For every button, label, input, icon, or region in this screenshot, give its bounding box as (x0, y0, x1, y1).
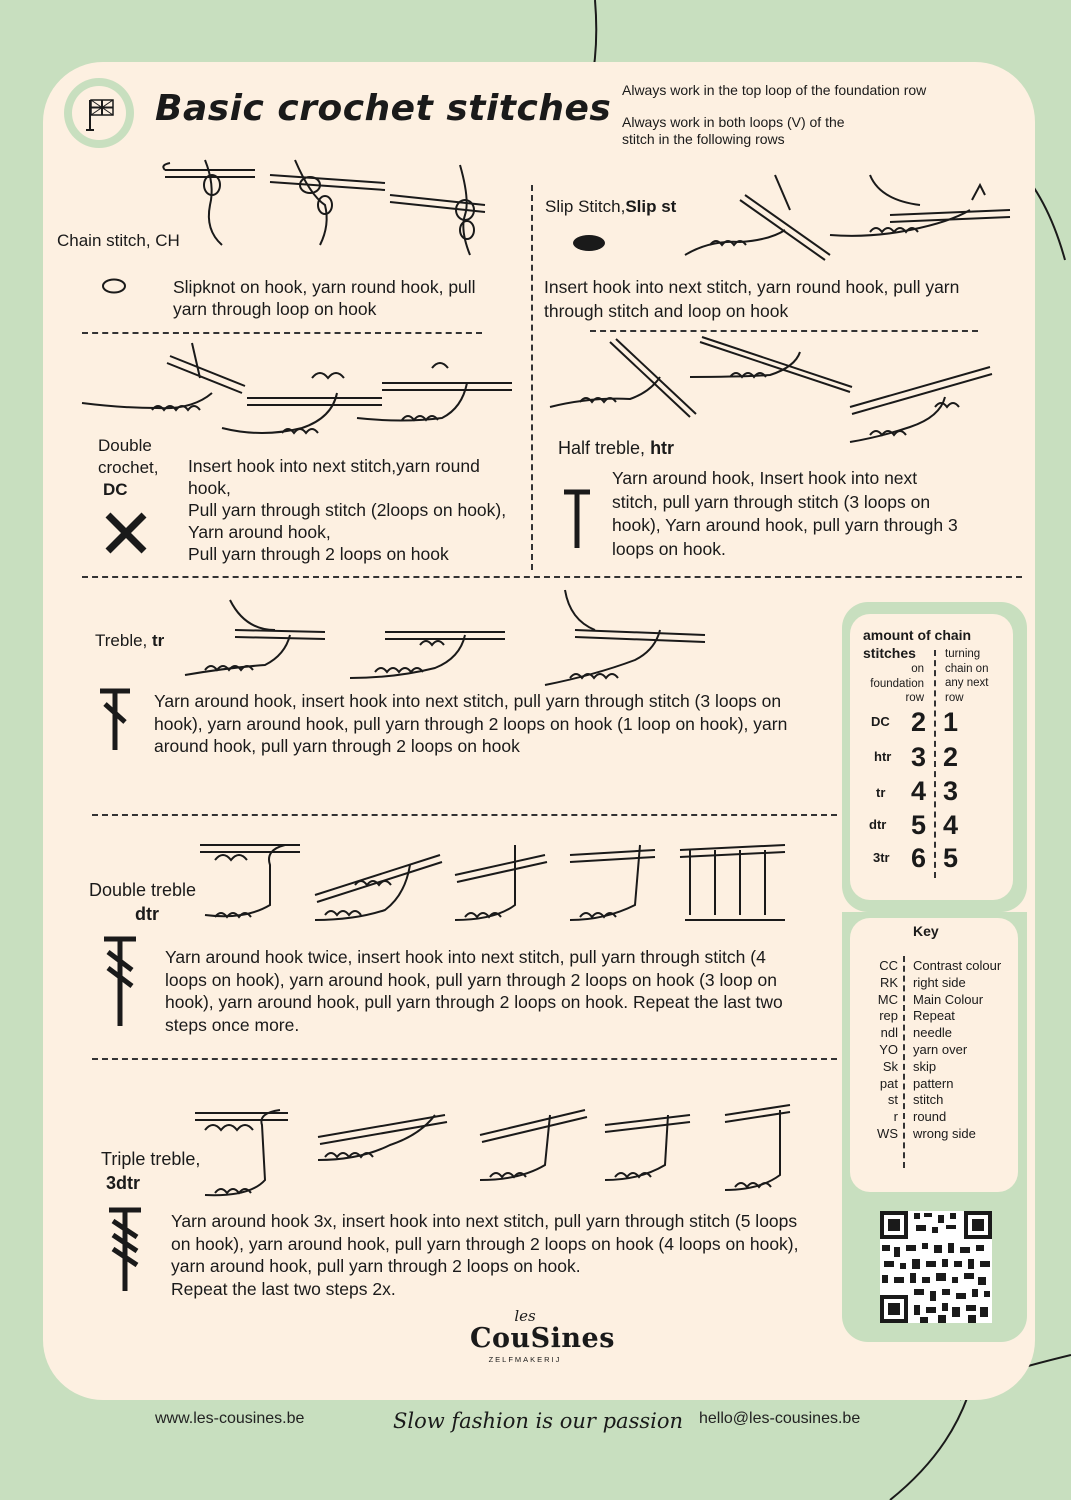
key-abbr: pat (879, 1075, 898, 1091)
chain-row-abbr: tr (876, 785, 886, 800)
chain-stitch-illustration-3 (390, 160, 490, 260)
slip-stitch-illustration (680, 170, 1030, 265)
key-meaning: stitch (913, 1092, 944, 1108)
chain-row-turn: 4 (943, 810, 959, 840)
slip-symbol-icon (570, 232, 608, 254)
chain-desc-line2: yarn through loop on hook (173, 299, 377, 319)
col1-line1: on (911, 663, 924, 675)
3dtr-desc-1: Yarn around hook 3x, insert hook into next stitch, pull yarn through stitch (5 loops (171, 1211, 798, 1231)
tr-desc-1: Yarn around hook, insert hook into next stitch, pull yarn through stitch (3 loops on (154, 691, 782, 711)
dtr-desc-4: steps once more. (165, 1015, 300, 1035)
key-abbr: ndl (880, 1025, 898, 1041)
3dtr-symbol-icon (107, 1205, 143, 1293)
slip-stitch-label-plain: Slip Stitch, (545, 197, 626, 216)
key-meaning: Repeat (913, 1008, 955, 1024)
key-abbr: st (887, 1092, 898, 1108)
note-foundation-row: Always work in the top loop of the foundation row (622, 82, 927, 98)
key-meaning: skip (913, 1058, 937, 1074)
brand-logo-main: CouSines (470, 1323, 615, 1354)
dc-desc-4: Yarn around hook, (188, 522, 331, 542)
tr-symbol-icon (97, 686, 133, 752)
key-meaning: round (913, 1109, 947, 1125)
key-abbr-column (858, 958, 898, 1143)
chain-row-found: 3 (911, 742, 927, 772)
key-meaning-column (913, 958, 1001, 1143)
chain-table-title-line2: stitches (863, 645, 916, 661)
key-meaning: pattern (913, 1075, 954, 1091)
dc-illustration (82, 338, 522, 443)
col1-line3: row (905, 692, 924, 704)
chain-row-turn: 1 (943, 707, 959, 737)
chain-row-turn: 3 (943, 776, 959, 806)
key-abbr: WS (877, 1125, 898, 1141)
slip-stitch-label (545, 196, 676, 218)
tr-label-bold: tr (152, 631, 165, 650)
flag-icon (72, 86, 126, 140)
chain-row-found: 2 (911, 707, 927, 737)
col1-line2: foundation (870, 677, 924, 690)
dc-desc-1: Insert hook into next stitch,yarn round (188, 456, 480, 476)
key-divider (903, 956, 905, 1168)
col2-line2: chain on (945, 662, 989, 675)
key-meaning: Contrast colour (913, 958, 1002, 973)
htr-symbol-icon (560, 488, 594, 552)
chain-row-turn: 2 (943, 742, 959, 772)
slip-stitch-label-bold: Slip st (625, 197, 677, 216)
3dtr-illustration (190, 1085, 810, 1205)
chain-row-abbr: dtr (869, 817, 887, 832)
chain-table-col2-header (945, 647, 988, 705)
dc-symbol-icon (102, 510, 150, 556)
htr-desc-1: Yarn around hook, Insert hook into next (612, 468, 918, 488)
key-abbr: RK (879, 974, 898, 990)
3dtr-desc-3: yarn around hook, pull yarn through 2 loops on hook. (171, 1256, 581, 1276)
key-meaning: needle (913, 1025, 953, 1041)
key-abbr: MC (877, 991, 898, 1007)
brand-logo (470, 1307, 615, 1366)
htr-label-plain: Half treble, (558, 438, 646, 458)
3dtr-desc-4: Repeat the last two steps 2x. (171, 1279, 396, 1299)
3dtr-label-bold: 3dtr (106, 1173, 141, 1193)
chain-row-abbr: htr (874, 749, 892, 764)
note-following-rows-line2: stitch in the following rows (622, 131, 785, 147)
key-meaning: Main Colour (913, 991, 984, 1007)
dc-label-bold: DC (103, 480, 128, 499)
divider-upper-lower (82, 576, 1022, 578)
chain-stitch-label: Chain stitch, CH (57, 231, 180, 250)
chain-symbol-icon (100, 277, 128, 295)
htr-desc-4: loops on hook. (612, 539, 726, 559)
chain-row-found: 4 (911, 776, 927, 806)
divider-dtr-3dtr (92, 1058, 837, 1060)
tr-illustration (175, 590, 715, 690)
dtr-label-plain: Double treble (89, 880, 197, 900)
tr-label-plain: Treble, (95, 631, 148, 650)
chain-table-col1-header (862, 662, 924, 706)
divider-tr-dtr (92, 814, 837, 816)
dtr-illustration (195, 825, 795, 930)
divider-chain-dc (82, 332, 482, 334)
col2-line1: turning (945, 648, 981, 660)
col2-line3: any next (945, 677, 989, 689)
key-meaning: wrong side (913, 1125, 976, 1141)
chain-row-found: 6 (911, 843, 927, 873)
col2-line4: row (945, 691, 964, 704)
footer-email-link[interactable]: hello@les-cousines.be (699, 1410, 861, 1427)
key-abbr: Sk (882, 1058, 898, 1074)
divider-slip-htr (590, 330, 978, 332)
chain-stitch-illustration (160, 155, 390, 255)
page-title: Basic crochet stitches (155, 88, 612, 129)
slip-desc-line1: Insert hook into next stitch, yarn round hook, pull yarn (544, 277, 960, 297)
dc-desc-5: Pull yarn through 2 loops on hook (188, 544, 449, 564)
chain-table-divider (934, 650, 936, 878)
htr-label-bold: htr (650, 438, 675, 458)
htr-label (558, 437, 674, 459)
3dtr-label-plain: Triple treble, (101, 1149, 201, 1169)
brand-logo-sub: ZELFMAKERIJ (488, 1355, 562, 1364)
footer-website-link[interactable]: www.les-cousines.be (155, 1410, 305, 1427)
dc-desc-3: Pull yarn through stitch (2loops on hook), (188, 500, 507, 520)
chain-table-title-line1: amount of chain (863, 627, 972, 643)
3dtr-desc-2: on hook), yarn around hook, pull yarn through 2 loops on hook (4 loops on hook), (171, 1234, 799, 1254)
key-meaning: yarn over (913, 1041, 968, 1057)
key-meaning: right side (913, 974, 966, 990)
slip-desc-line2: through stitch and loop on hook (544, 301, 789, 321)
brand-logo-top: les (514, 1307, 536, 1325)
dc-label-line2: crochet, (98, 458, 159, 477)
chain-row-turn: 5 (943, 843, 959, 873)
dtr-desc-3: hook), yarn around hook, pull yarn through 2 loops on hook. Repeat the last two (165, 992, 783, 1012)
column-divider (531, 185, 533, 570)
dc-label-line1: Double (98, 436, 152, 455)
key-abbr: rep (879, 1008, 898, 1024)
chain-row-found: 5 (911, 810, 927, 840)
key-abbr: YO (879, 1041, 898, 1057)
chain-desc-line1: Slipknot on hook, yarn round hook, pull (173, 277, 476, 297)
dtr-label-bold: dtr (135, 904, 159, 924)
dtr-desc-2: loops on hook), yarn around hook, pull yarn through 2 loops on hook (3 loop on (165, 970, 777, 990)
htr-desc-2: stitch, pull yarn through stitch (3 loops on (612, 492, 931, 512)
chain-row-abbr: DC (871, 714, 890, 729)
dc-desc-2: hook, (188, 478, 231, 498)
key-title: Key (913, 923, 939, 939)
key-abbr: CC (879, 958, 898, 973)
htr-desc-3: hook), Yarn around hook, pull yarn through 3 (612, 515, 958, 535)
language-badge[interactable] (64, 78, 134, 148)
tr-desc-3: around hook, pull yarn through 2 loops on hook (154, 736, 520, 756)
dtr-symbol-icon (102, 934, 138, 1028)
chain-row-abbr: 3tr (873, 850, 890, 865)
key-abbr: r (893, 1109, 898, 1125)
qr-code[interactable] (880, 1211, 992, 1323)
tr-label (95, 630, 164, 652)
tr-desc-2: hook), yarn around hook, pull yarn through 2 loops on hook (1 loop on hook), yarn (154, 714, 788, 734)
dtr-desc-1: Yarn around hook twice, insert hook into next stitch, pull yarn through stitch (4 (165, 947, 766, 967)
footer-slogan: Slow fashion is our passion (393, 1409, 684, 1433)
note-following-rows-line1: Always work in both loops (V) of the (622, 114, 845, 130)
